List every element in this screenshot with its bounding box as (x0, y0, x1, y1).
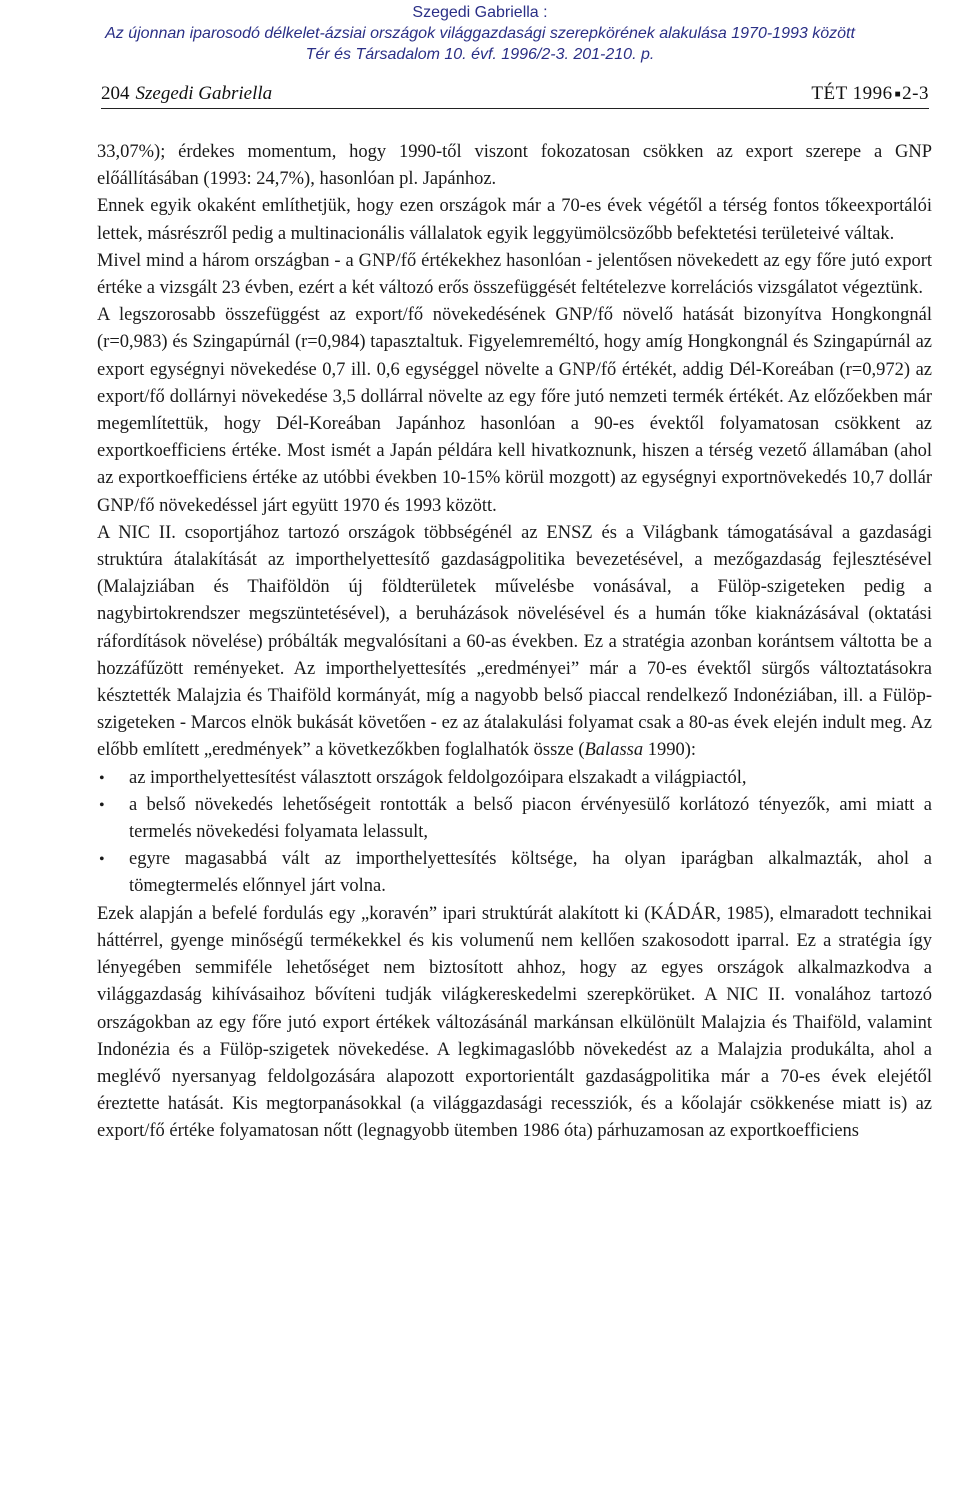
paragraph-5 (97, 520, 932, 765)
paragraph-3: Mivel mind a három országban - a GNP/fő értékekhez hasonlóan - jelentősen növekedett az egy főre jutó export értéke a vizsgált 23 évben, ezért a két változó erős összefüggését feltételezve korrelációs vizsgálatot végeztünk. (97, 250, 932, 299)
bullet-icon: • (99, 769, 105, 787)
banner-title: Az újonnan iparosodó délkelet-ázsiai országok világgazdasági szerepkörének alakulása 1970-1993 között (105, 25, 855, 42)
list-item-text: a belső növekedés lehetőségeit rontották a belső piacon érvényesülő korlátozó tényezők, ami miatt a termelés növekedési folyamata lelassult, (129, 794, 932, 843)
running-head-left (101, 83, 272, 105)
list-item (99, 846, 932, 900)
paragraph-2: Ennek egyik okaként említhetjük, hogy ezen országok már a 70-es évek végétől a térség fontos tőkeexportálói lettek, másrészről pedig a multinacionális vállalatok egyik leggyümölcsözőbb befektetési területeivé váltak. (97, 196, 932, 244)
list-item (99, 765, 932, 792)
banner-source: Tér és Társadalom 10. évf. 1996/2-3. 201-210. p. (305, 46, 655, 63)
bullet-icon: • (99, 851, 105, 869)
paragraph-1: 33,07%); érdekes momentum, hogy 1990-től viszont fokozatosan csökken az export szerepe a GNP előállításában (1993: 24,7%), hasonlóan pl. Japánhoz. (97, 142, 932, 190)
citation-balassa: Balassa (584, 740, 644, 761)
list-item-text: az importhelyettesítést választott országok feldolgozóipara elszakadt a világpiactól, (129, 767, 747, 788)
paragraph-6: Ezek alapján a befelé fordulás egy „koravén” ipari struktúrát alakított ki (KÁDÁR, 1985), elmaradott technikai háttérrel, gyenge minőségű termékekkel és kis volumenű nem kellően szakosodott iparral. Ez a stratégia így lényegében semmiféle lehetőséget nem biztosított ahhoz, hogy az egyes országok alkalmazkodva a világgazdaság kihívásaihoz bővíteni tudják világkereskedelmi szerepkörüket. A NIC II. vonalához tartozó országokban az egy főre jutó export értékek változásánál markánsan elkülönült Malajzia és Thaiföld, valamint Indonézia és a Fülöp-szigetek növekedése. A legkimagaslóbb növekedést az a Malajzia produkálta, ahol a meglévő nyersanyag feldolgozására alapozott exportorientált gazdaságpolitika már a 70-es évek elejétől éreztette hatását. Kis megtorpanásokkal (a világgazdasági recessziók, és a kőolajár csökkenése miatt is) az export/fő értéke folyamatosan nőtt (legnagyobb ütemben 1986 óta) párhuzamosan az exportkoefficiens (97, 903, 932, 1142)
bullet-list (97, 765, 932, 901)
list-item-text: egyre magasabbá vált az importhelyettesítés költsége, ha olyan iparágban alkalmazták, ahol a tömegtermelés előnnyel járt volna. (129, 849, 932, 897)
issue-number: 2-3 (902, 83, 929, 104)
running-head-right (811, 83, 929, 105)
page-number: 204 (101, 83, 130, 104)
citation-banner (0, 2, 960, 65)
paragraph-5-end: 1990): (643, 740, 697, 761)
list-item (99, 792, 932, 846)
square-bullet-icon: ■ (894, 89, 902, 100)
bullet-icon: • (99, 796, 105, 814)
paragraph-5-text: A NIC II. csoportjához tartozó országok többségénél az ENSZ és a Világbank támogatásával a gazdasági struktúra átalakítását az importhelyettesítő gazdaságpolitika bevezetésével, a mezőgazdaság fejlesztésével (Malajziában és Thaiföldön új földterületek művelésbe vonásával, a Fülöp-szigeteken pedig a nagybirtokrendszer megszüntetésével), a beruházások növelésével és a humán tőke kiaknázásával (oktatási ráfordítások növelése) próbálták megvalósítani a 60-as években. Ez a stratégia azonban korántsem váltotta be a hozzáfűzött reményeket. Az importhelyettesítés „eredményei” már a 70-es évektől sürgős változtatásokra késztették Malajzia és Thaiföld kormányát, míg a nagyobb belső piaccal rendelkező Indonéziában, ill. a Fülöp-szigeteken - Marcos elnök bukását követően - ez az átalakulási folyamat csak a 80-as évek elején indult meg. Az előbb említett „eredmények” a következőkben foglalhatók össze ( (97, 522, 932, 761)
journal-name: TÉT 1996 (811, 83, 893, 104)
article-body (97, 139, 932, 1146)
running-head-author: Szegedi Gabriella (135, 83, 273, 104)
paragraph-4: A legszorosabb összefüggést az export/fő növekedésének GNP/fő növelő hatását bizonyítva Hongkongnál (r=0,983) és Szingapúrnál (r=0,984) tapasztaltuk. Figyelemreméltó, hogy amíg Hongkongnál és Szingapúrnál az export egységnyi növekedése 0,7 ill. 0,6 egységgel növelte a GNP/fő értékét, addig Dél-Koreában (r=0,972) az export/fő dollárnyi növekedése 3,5 dollárral növelte az egy főre jutó nemzeti termék értékét. Az előzőekben már megemlítettük, hogy Dél-Koreában Japánhoz hasonlóan a 90-es évektől folyamatosan csökkent az exportkoefficiens értéke. Most ismét a Japán példára kell hivatkoznunk, hiszen a térség vezető államában (ahol az exportkoefficiens értéke az utóbbi években 10-15% körül mozgott) az egységnyi exportnövekedés 10,7 dollár GNP/fő növekedéssel járt együtt 1970 és 1993 között. (97, 305, 932, 516)
running-head (101, 78, 929, 109)
banner-author: Szegedi Gabriella : (412, 4, 548, 21)
